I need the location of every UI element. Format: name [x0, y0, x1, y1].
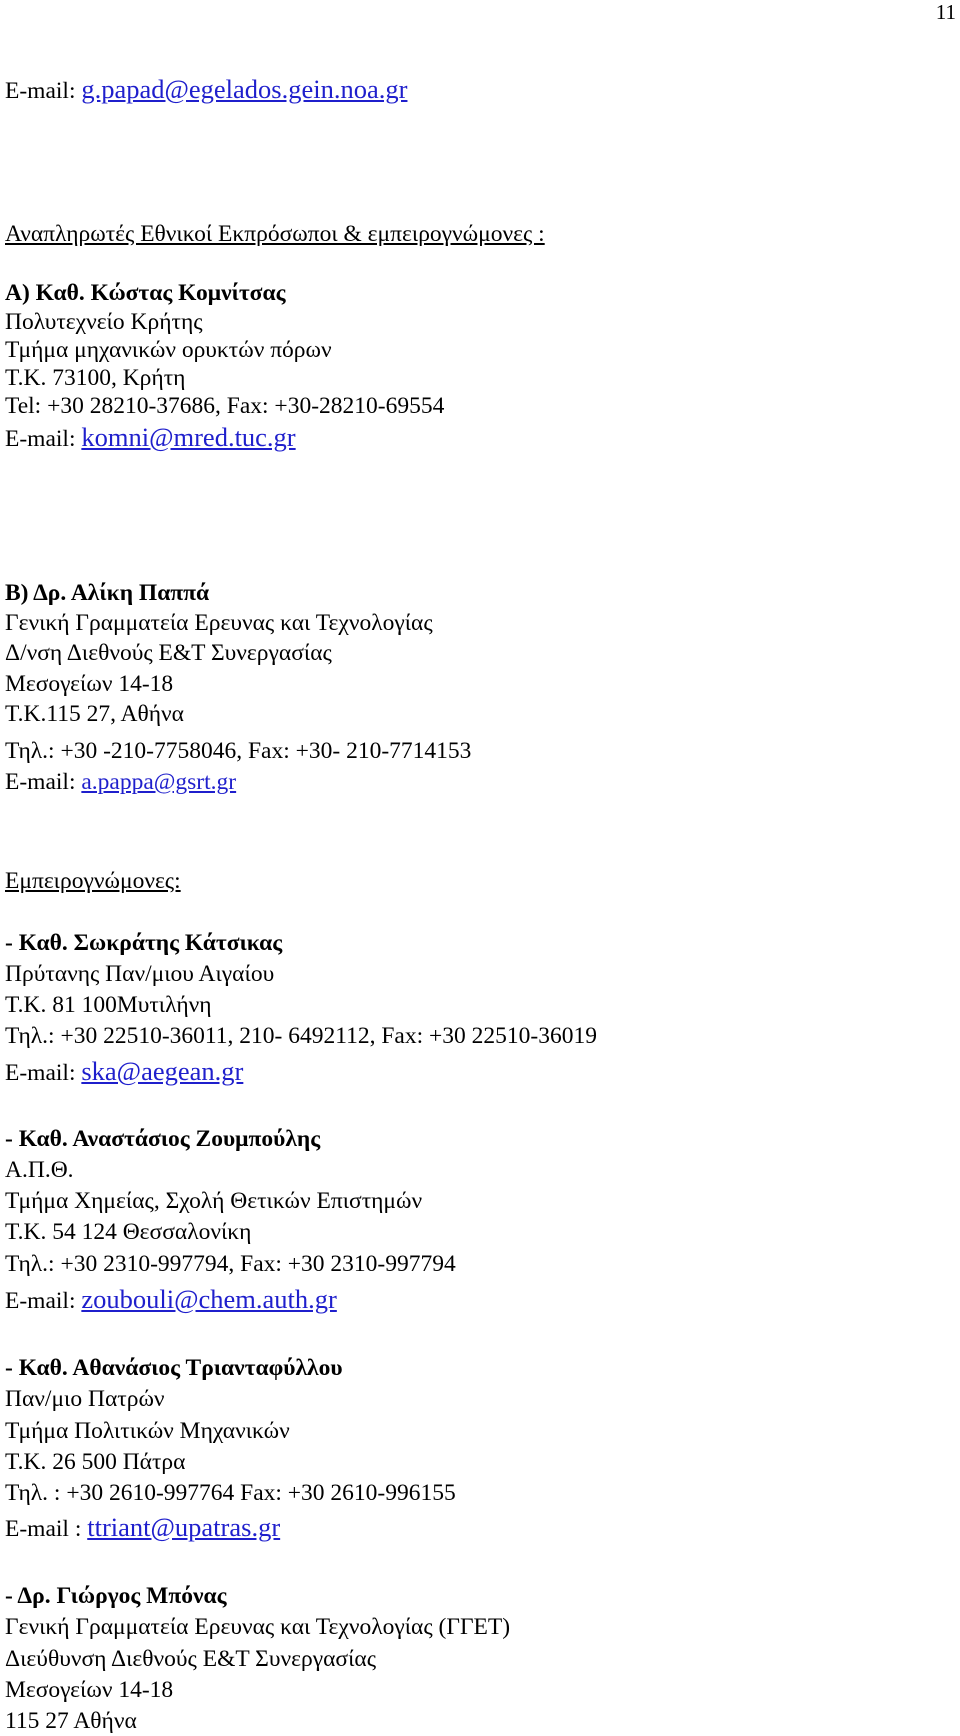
contact-b-line: Μεσογείων 14-18 — [5, 671, 174, 697]
email-label: E-mail: — [5, 426, 82, 452]
email-link[interactable]: komni@mred.tuc.gr — [81, 422, 296, 452]
expert-4-name: - Δρ. Γιώργος Μπόνας — [5, 1583, 227, 1609]
expert-1-line: Τ.Κ. 81 100Μυτιλήνη — [5, 992, 212, 1018]
expert-3-line: Παν/μιο Πατρών — [5, 1386, 165, 1412]
expert-3-email-line — [5, 1514, 280, 1542]
expert-4-line: 115 27 Αθήνα — [5, 1708, 137, 1734]
top-email-line — [5, 76, 407, 104]
expert-2-email-line — [5, 1286, 337, 1314]
email-label: E-mail : — [5, 1516, 88, 1542]
contact-b-name: Β) Δρ. Αλίκη Παππά — [5, 580, 210, 606]
section-heading-experts: Εμπειρογνώμονες: — [5, 868, 181, 894]
email-link[interactable]: zoubouli@chem.auth.gr — [81, 1284, 337, 1314]
expert-2-name: - Καθ. Αναστάσιος Ζουμπούλης — [5, 1126, 321, 1152]
contact-a-line: Τ.Κ. 73100, Κρήτη — [5, 365, 186, 391]
expert-3-line: Τηλ. : +30 2610-997764 Fax: +30 2610-996155 — [5, 1480, 456, 1506]
expert-2-line: Τ.Κ. 54 124 Θεσσαλονίκη — [5, 1219, 252, 1245]
email-label: E-mail: — [5, 769, 82, 795]
expert-3-name: - Καθ. Αθανάσιος Τριανταφύλλου — [5, 1355, 343, 1381]
email-label: E-mail: — [5, 1288, 82, 1314]
expert-2-line: Τμήμα Χημείας, Σχολή Θετικών Επιστημών — [5, 1188, 423, 1214]
email-label: E-mail: — [5, 78, 82, 104]
expert-3-line: Τμήμα Πολιτικών Μηχανικών — [5, 1418, 290, 1444]
contact-b-line: Τηλ.: +30 -210-7758046, Fax: +30- 210-7714153 — [5, 738, 472, 764]
expert-2-line: Τηλ.: +30 2310-997794, Fax: +30 2310-997794 — [5, 1251, 456, 1277]
email-link[interactable]: ska@aegean.gr — [81, 1056, 244, 1086]
expert-1-line: Πρύτανης Παν/μιου Αιγαίου — [5, 961, 275, 987]
contact-a-email-line — [5, 424, 296, 452]
expert-4-line: Μεσογείων 14-18 — [5, 1677, 174, 1703]
contact-a-line: Πολυτεχνείο Κρήτης — [5, 309, 203, 335]
contact-b-line: Γενική Γραμματεία Ερευνας και Τεχνολογίας — [5, 610, 433, 636]
contact-a-line: Tel: +30 28210-37686, Fax: +30-28210-69554 — [5, 393, 445, 419]
contact-b-line: Δ/νση Διεθνούς Ε&Τ Συνεργασίας — [5, 640, 332, 666]
contact-b-line: Τ.Κ.115 27, Αθήνα — [5, 701, 184, 727]
expert-4-line: Διεύθυνση Διεθνούς Ε&Τ Συνεργασίας — [5, 1646, 377, 1672]
contact-b-email-line — [5, 771, 236, 795]
expert-4-line: Γενική Γραμματεία Ερευνας και Τεχνολογίας (ΓΓΕΤ) — [5, 1614, 511, 1640]
email-label: E-mail: — [5, 1060, 82, 1086]
email-link[interactable]: ttriant@upatras.gr — [87, 1512, 281, 1542]
email-link[interactable]: g.papad@egelados.gein.noa.gr — [81, 74, 408, 104]
page-number: 11 — [935, 0, 956, 24]
expert-1-line: Τηλ.: +30 22510-36011, 210- 6492112, Fax: +30 22510-36019 — [5, 1023, 597, 1049]
expert-2-line: Α.Π.Θ. — [5, 1157, 74, 1183]
expert-3-line: Τ.Κ. 26 500 Πάτρα — [5, 1449, 186, 1475]
expert-1-name: - Καθ. Σωκράτης Κάτσικας — [5, 930, 283, 956]
section-heading-alternates: Αναπληρωτές Εθνικοί Εκπρόσωποι & εμπειρογνώμονες : — [5, 221, 545, 247]
contact-a-line: Τμήμα μηχανικών ορυκτών πόρων — [5, 337, 332, 363]
expert-1-email-line — [5, 1058, 243, 1086]
email-link[interactable]: a.pappa@gsrt.gr — [81, 769, 237, 795]
contact-a-name: Α) Καθ. Κώστας Κομνίτσας — [5, 280, 286, 306]
